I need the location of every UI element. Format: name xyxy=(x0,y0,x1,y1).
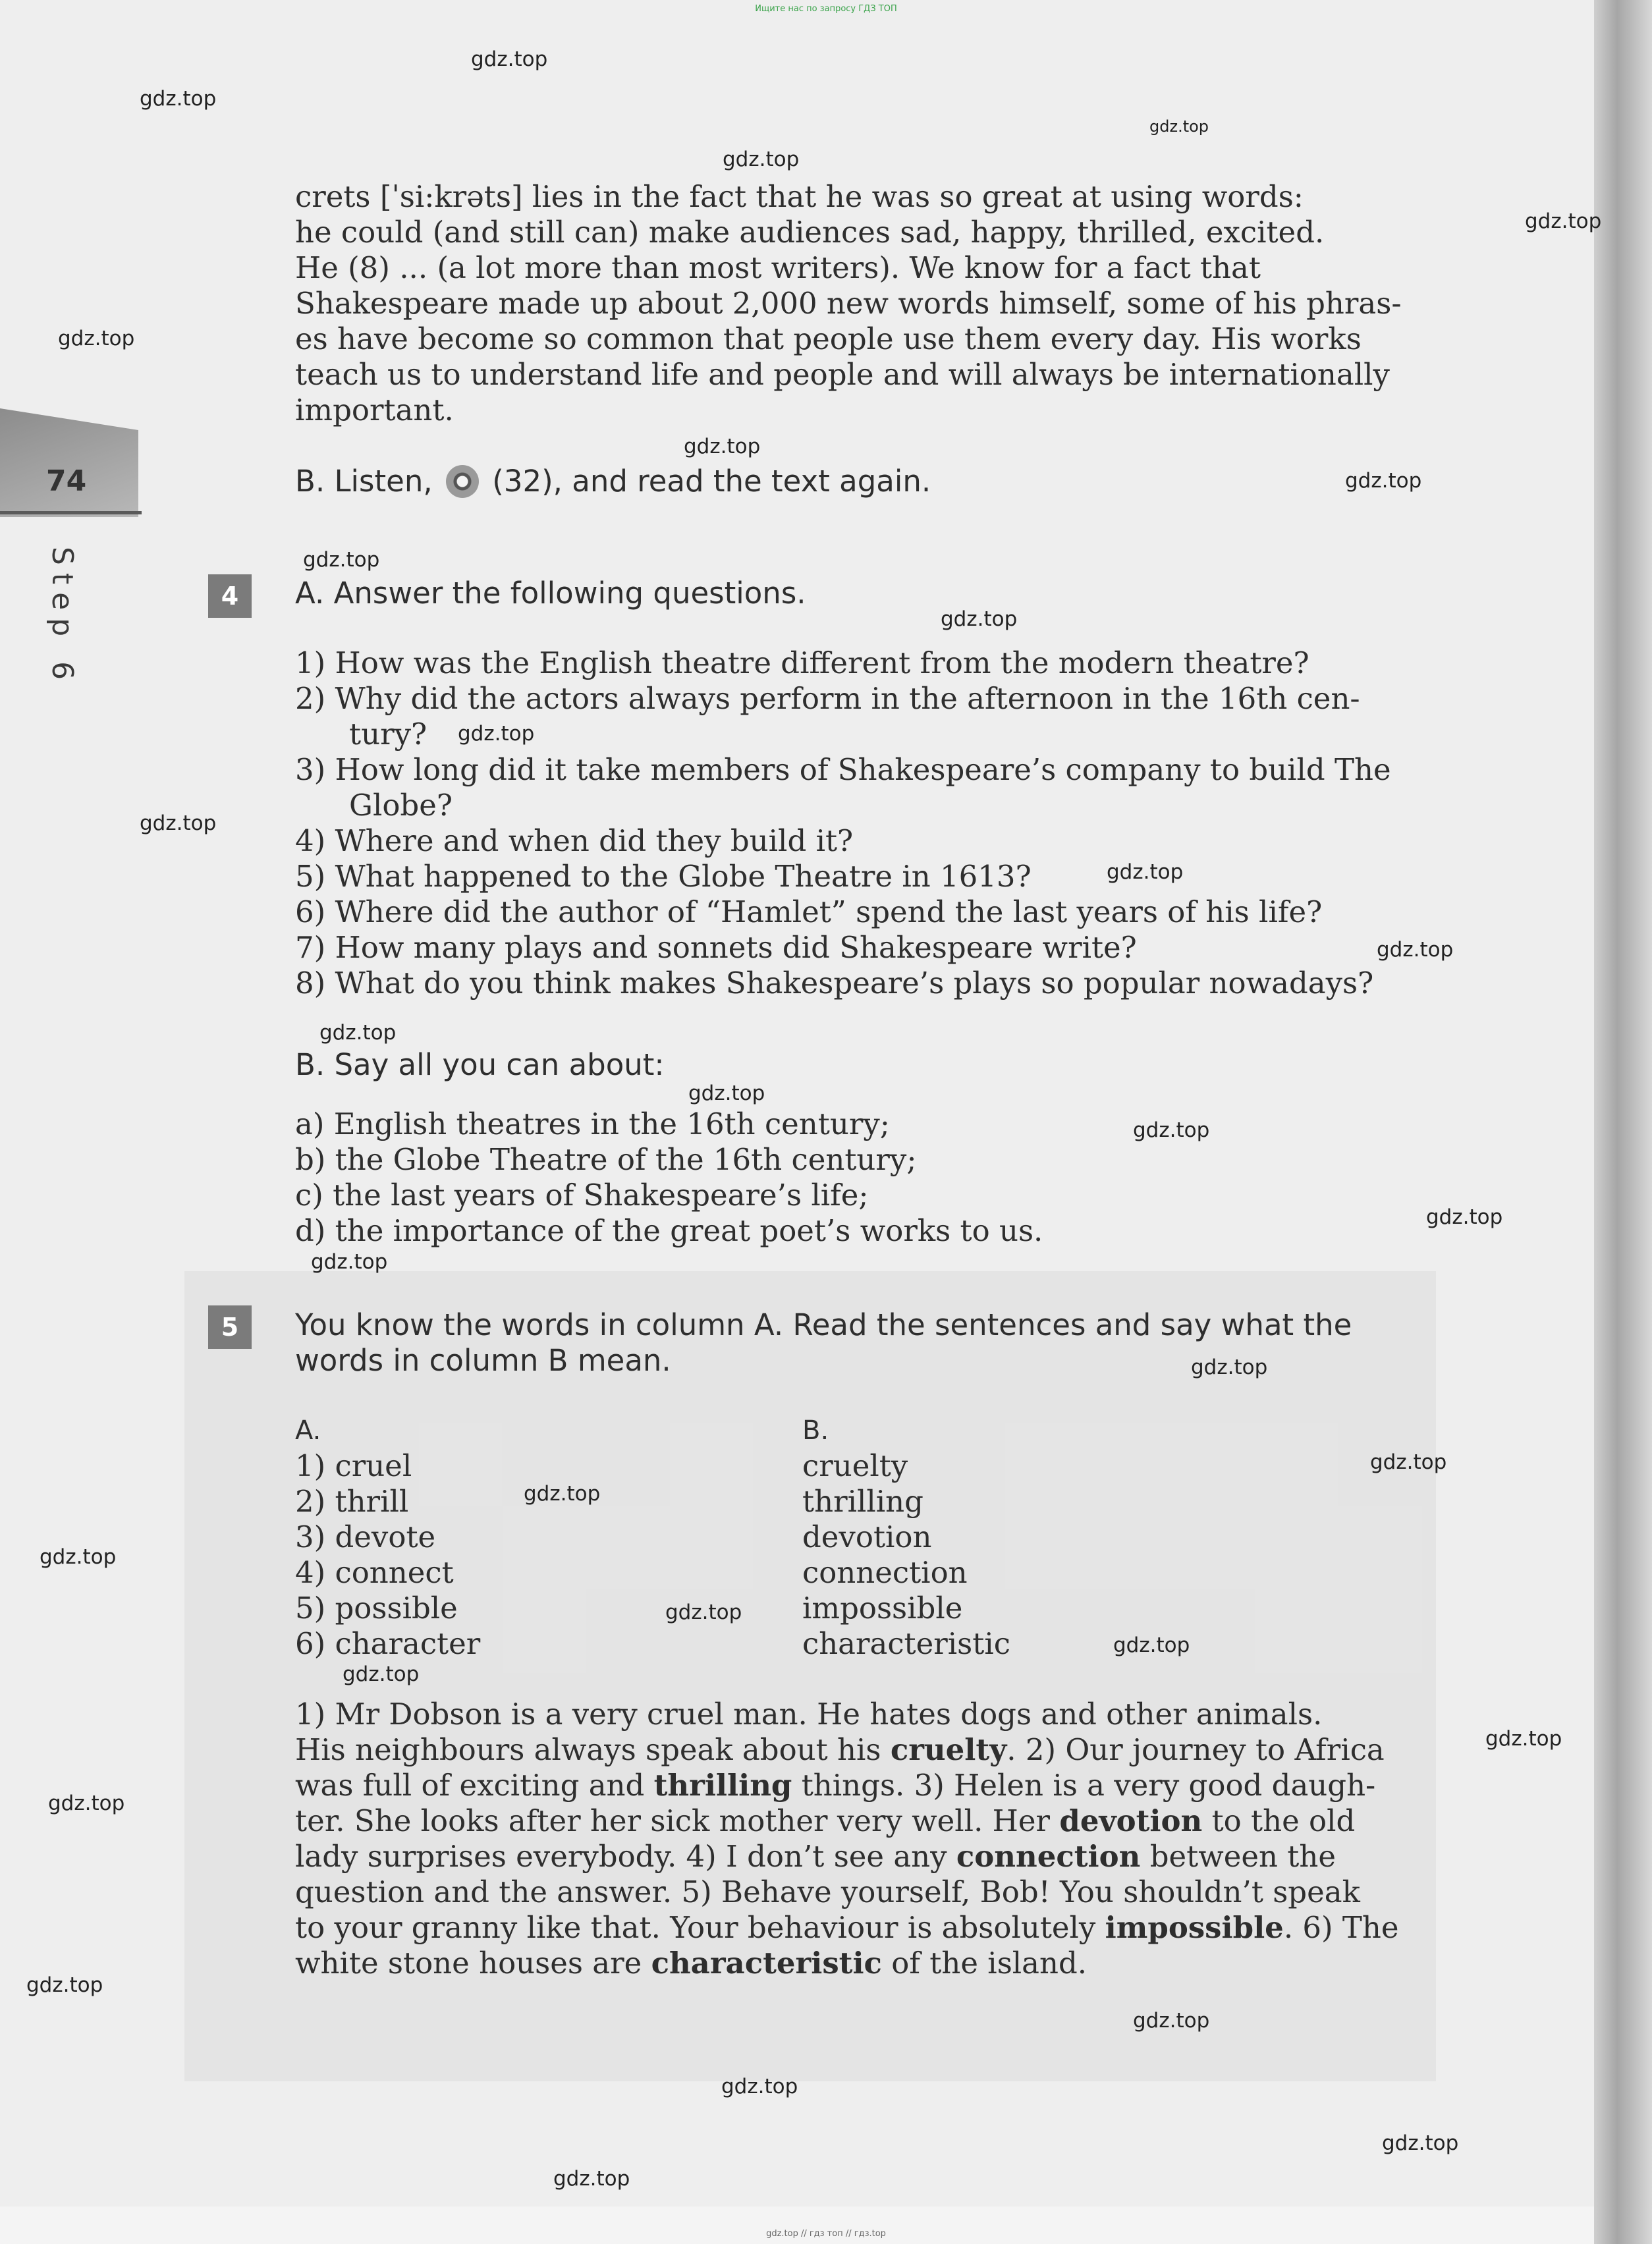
sentence-fragment: question and the answer. 5) Behave yourself, Bob! You shouldn’t speak xyxy=(295,1875,1360,1909)
text-line: he could (and still can) make audiences sad, happy, thrilled, excited. xyxy=(295,215,1325,250)
exercise-4b-list xyxy=(295,1107,1487,1249)
watermark: gdz.top xyxy=(458,722,535,746)
exercise-4b-heading: B. Say all you can about: xyxy=(295,1047,665,1082)
list-item: d) the importance of the great poet’s works to us. xyxy=(295,1213,1043,1248)
question-item: 7) How many plays and sonnets did Shakespeare write? xyxy=(295,930,1137,965)
watermark: gdz.top xyxy=(319,1021,397,1045)
page-number: 74 xyxy=(46,464,87,498)
watermark: gdz.top xyxy=(1525,209,1602,233)
column-b xyxy=(802,1413,1010,1662)
column-a-item: 3) devote xyxy=(295,1519,436,1554)
listen-instruction xyxy=(295,464,1487,499)
watermark: gdz.top xyxy=(48,1792,125,1815)
sentence-fragment: to the old xyxy=(1202,1803,1356,1838)
sentence-fragment: things. 3) Helen is a very good daugh- xyxy=(792,1768,1376,1803)
column-b-heading: B. xyxy=(802,1415,829,1446)
watermark: gdz.top xyxy=(524,1482,601,1506)
bold-word: devotion xyxy=(1059,1803,1203,1838)
sentence-line xyxy=(295,1803,1487,1839)
exercise-5-heading: You know the words in column A. Read the sentences and say what the words in column B mean. xyxy=(295,1307,1352,1378)
question-item: 4) Where and when did they build it? xyxy=(295,823,854,858)
watermark: gdz.top xyxy=(1426,1205,1503,1229)
question-item: 1) How was the English theatre different from the modern theatre? xyxy=(295,645,1309,680)
watermark: gdz.top xyxy=(40,1545,117,1569)
step-label: Step 6 xyxy=(45,547,79,688)
question-continuation: tury? xyxy=(349,717,427,752)
sentence-fragment: white stone houses are xyxy=(295,1946,651,1981)
column-b-item: impossible xyxy=(802,1591,963,1626)
list-item: c) the last years of Shakespeare’s life; xyxy=(295,1178,869,1213)
list-item: a) English theatres in the 16th century; xyxy=(295,1107,890,1141)
watermark: gdz.top xyxy=(311,1250,388,1274)
sentence-line xyxy=(295,1697,1487,1732)
audio-cd-icon xyxy=(446,465,479,498)
sentence-line xyxy=(295,1732,1487,1768)
page-tab-rule xyxy=(0,511,142,514)
question-item: 6) Where did the author of “Hamlet” spend the last years of his life? xyxy=(295,894,1323,929)
sentence-fragment: to your granny like that. Your behaviour is absolutely xyxy=(295,1910,1105,1945)
intro-paragraph xyxy=(295,179,1487,428)
list-item: b) the Globe Theatre of the 16th century; xyxy=(295,1142,917,1177)
question-item: 2) Why did the actors always perform in the afternoon in the 16th cen- xyxy=(295,681,1360,716)
watermark: gdz.top xyxy=(1107,860,1184,884)
question-continuation: Globe? xyxy=(349,788,453,823)
sentence-fragment: was full of exciting and xyxy=(295,1768,654,1803)
watermark: gdz.top xyxy=(1382,2131,1459,2155)
column-a-item: 5) possible xyxy=(295,1591,458,1626)
bottom-banner: gdz.top // гдз топ // гдз.top xyxy=(766,2229,886,2239)
watermark: gdz.top xyxy=(343,1662,420,1686)
listen-suffix: (32), and read the text again. xyxy=(492,464,931,499)
watermark: gdz.top xyxy=(303,548,380,572)
watermark: gdz.top xyxy=(723,148,800,171)
sentence-fragment: His neighbours always speak about his xyxy=(295,1732,891,1767)
bold-word: connection xyxy=(956,1839,1141,1874)
sentence-fragment: . 2) Our journey to Africa xyxy=(1006,1732,1385,1767)
column-b-item: characteristic xyxy=(802,1626,1010,1661)
exercise-4-number: 4 xyxy=(208,574,252,618)
watermark: gdz.top xyxy=(140,811,217,835)
column-a-item: 6) character xyxy=(295,1626,481,1661)
watermark: gdz.top xyxy=(140,87,217,111)
column-a-item: 4) connect xyxy=(295,1555,454,1590)
text-line: important. xyxy=(295,393,454,427)
text-line: crets [ˈsi:krəts] lies in the fact that he was so great at using words: xyxy=(295,179,1304,214)
sentence-line xyxy=(295,1875,1487,1910)
bold-word: characteristic xyxy=(651,1946,882,1981)
sentence-fragment: between the xyxy=(1140,1839,1336,1874)
watermark: gdz.top xyxy=(553,2167,630,2191)
column-b-item: connection xyxy=(802,1555,968,1590)
text-line: es have become so common that people use them every day. His works xyxy=(295,321,1362,356)
sentence-line xyxy=(295,1946,1487,1981)
watermark: gdz.top xyxy=(1113,1633,1190,1657)
watermark: gdz.top xyxy=(471,47,548,71)
watermark: gdz.top xyxy=(665,1601,742,1624)
watermark: gdz.top xyxy=(1377,938,1454,962)
top-banner: Ищите нас по запросу ГДЗ ТОП xyxy=(755,4,897,14)
column-a xyxy=(295,1413,480,1662)
listen-prefix: B. Listen, xyxy=(295,464,433,499)
watermark: gdz.top xyxy=(1133,2009,1210,2033)
text-line: Shakespeare made up about 2,000 new words himself, some of his phras- xyxy=(295,286,1402,321)
watermark: gdz.top xyxy=(941,607,1018,631)
sentence-line xyxy=(295,1910,1487,1946)
text-line: He (8) ... (a lot more than most writers). We know for a fact that xyxy=(295,250,1261,285)
column-a-item: 2) thrill xyxy=(295,1484,409,1519)
sentence-fragment: lady surprises everybody. 4) I don’t see any xyxy=(295,1839,956,1874)
exercise-5-number: 5 xyxy=(208,1305,252,1349)
sentence-line xyxy=(295,1839,1487,1875)
book-spine xyxy=(1594,0,1652,2244)
sentence-line xyxy=(295,1768,1487,1803)
sentence-fragment: 1) Mr Dobson is a very cruel man. He hates dogs and other animals. xyxy=(295,1697,1323,1732)
column-b-item: devotion xyxy=(802,1519,932,1554)
bold-word: thrilling xyxy=(653,1768,792,1803)
question-item: 8) What do you think makes Shakespeare’s plays so popular nowadays? xyxy=(295,966,1374,1000)
watermark: gdz.top xyxy=(26,1973,103,1997)
watermark: gdz.top xyxy=(1149,117,1209,136)
bold-word: impossible xyxy=(1105,1910,1284,1945)
column-a-heading: A. xyxy=(295,1415,321,1446)
watermark: gdz.top xyxy=(1485,1727,1562,1751)
bold-word: cruelty xyxy=(890,1732,1007,1767)
sentence-fragment: of the island. xyxy=(881,1946,1088,1981)
question-item: 5) What happened to the Globe Theatre in 1613? xyxy=(295,859,1032,894)
watermark: gdz.top xyxy=(688,1081,765,1105)
sentence-fragment: . 6) The xyxy=(1283,1910,1399,1945)
watermark: gdz.top xyxy=(1191,1355,1268,1379)
sentence-fragment: ter. She looks after her sick mother very well. Her xyxy=(295,1803,1060,1838)
text-line: teach us to understand life and people and will always be internationally xyxy=(295,357,1390,392)
watermark: gdz.top xyxy=(684,435,761,458)
watermark: gdz.top xyxy=(1133,1118,1210,1142)
exercise-4-questions xyxy=(295,645,1487,1001)
watermark: gdz.top xyxy=(721,2075,798,2098)
column-a-item: 1) cruel xyxy=(295,1448,412,1483)
question-item: 3) How long did it take members of Shakespeare’s company to build The xyxy=(295,752,1391,787)
watermark: gdz.top xyxy=(1370,1450,1447,1474)
watermark: gdz.top xyxy=(1345,469,1422,493)
column-b-item: thrilling xyxy=(802,1484,923,1519)
watermark: gdz.top xyxy=(58,327,135,350)
exercise-5-sentences xyxy=(295,1697,1487,1981)
exercise-4-heading: A. Answer the following questions. xyxy=(295,576,806,611)
column-b-item: cruelty xyxy=(802,1448,908,1483)
